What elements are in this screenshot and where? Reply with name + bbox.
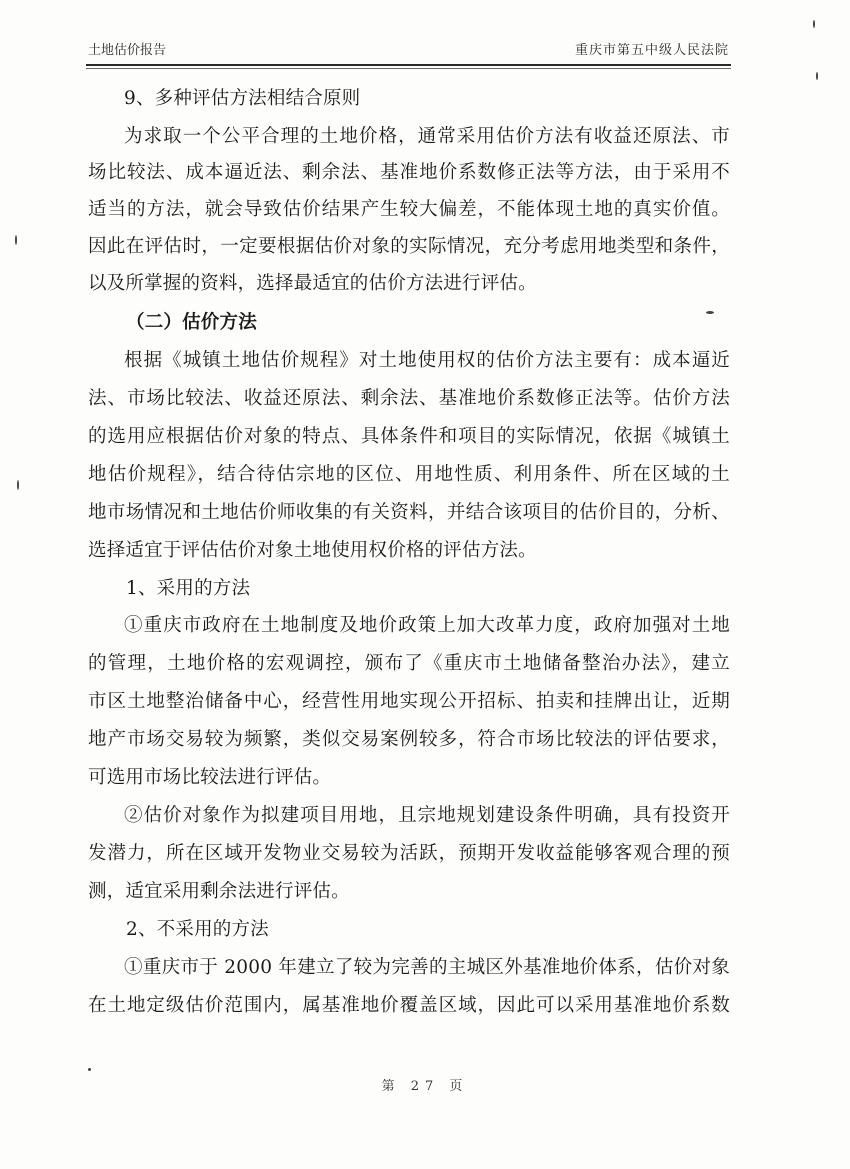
header-rule-thin (86, 68, 731, 69)
scan-speck (17, 480, 19, 490)
text-line: 在土地定级估价范围内，属基准地价覆盖区域，因此可以采用基准地价系数 (88, 995, 730, 1016)
text-line: 以及所掌握的资料，选择最适宜的估价方法进行评估。 (88, 273, 537, 294)
text-line: 为求取一个公平合理的土地价格，通常采用估价方法有收益还原法、市 (124, 126, 730, 147)
page-header (86, 40, 731, 62)
text-line: 地产市场交易较为频繁，类似交易案例较多，符合市场比较法的评估要求， (88, 729, 730, 750)
text-line: 市区土地整治储备中心，经营性用地实现公开招标、拍卖和挂牌出让，近期 (88, 691, 730, 712)
text-line: 的选用应根据估价对象的特点、具体条件和项目的实际情况，依据《城镇土 (88, 426, 730, 447)
text-line: ①重庆市政府在土地制度及地价政策上加大改革力度，政府加强对土地 (124, 615, 730, 636)
header-rule-thick (86, 64, 731, 66)
text-line: 因此在评估时，一定要根据估价对象的实际情况，充分考虑用地类型和条件， (88, 236, 730, 257)
text-line: 根据《城镇土地估价规程》对土地使用权的估价方法主要有：成本逼近 (124, 350, 730, 371)
text-line: ②估价对象作为拟建项目用地，且宗地规划建设条件明确，具有投资开 (124, 805, 730, 826)
heading-not-adopted-methods: 2、不采用的方法 (126, 919, 269, 940)
scan-speck (706, 311, 714, 314)
heading-adopted-methods: 1、采用的方法 (126, 578, 251, 599)
text-line: 地市场情况和土地估价师收集的有关资料，并结合该项目的估价目的，分析、 (88, 502, 730, 523)
text-line: 的管理，土地价格的宏观调控，颁布了《重庆市土地储备整治办法》，建立 (88, 653, 730, 674)
text-line: ①重庆市于 2000 年建立了较为完善的主城区外基准地价体系，估价对象 (124, 957, 730, 978)
header-court-name: 重庆市第五中级人民法院 (574, 43, 729, 58)
scan-speck (816, 72, 818, 80)
subheading-valuation-methods: （二）估价方法 (126, 312, 257, 333)
text-line: 地估价规程》，结合待估宗地的区位、用地性质、利用条件、所在区域的土 (88, 464, 730, 485)
text-line: 法、市场比较法、收益还原法、剩余法、基准地价系数修正法等。估价方法 (88, 388, 730, 409)
scan-speck (88, 1068, 91, 1071)
page-number: 第 27 页 (381, 1079, 469, 1094)
text-line: 发潜力，所在区域开发物业交易较为活跃，预期开发收益能够客观合理的预 (88, 843, 730, 864)
section-heading-9: 9、多种评估方法相结合原则 (124, 88, 361, 109)
text-line: 选择适宜于评估估价对象土地使用权价格的评估方法。 (88, 540, 537, 561)
header-report-title: 土地估价报告 (88, 43, 167, 58)
text-line: 测，适宜采用剩余法进行评估。 (88, 881, 350, 902)
scan-speck (15, 235, 17, 245)
text-line: 适当的方法，就会导致估价结果产生较大偏差，不能体现土地的真实价值。 (88, 199, 730, 220)
text-line: 场比较法、成本逼近法、剩余法、基准地价系数修正法等方法，由于采用不 (88, 162, 730, 183)
scan-speck (813, 20, 815, 28)
text-line: 可选用市场比较法进行评估。 (88, 767, 332, 788)
